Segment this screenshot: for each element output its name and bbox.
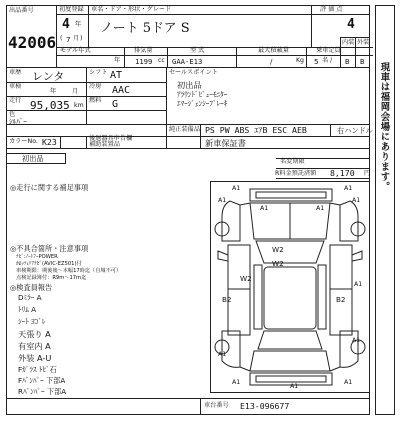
inspector-item: Rﾊﾞﾝﾊﾟｰ 下部A [18, 387, 67, 396]
reg-year-unit: 年 [75, 21, 82, 28]
shift: AT [110, 70, 123, 81]
mileage-label: 走行 [9, 97, 22, 104]
score: 4 [347, 17, 355, 32]
fuel: G [112, 99, 119, 110]
mileage-unit: km [74, 102, 84, 109]
damage-mark: B2 [222, 295, 232, 304]
first-listing-badge: 初出品 [22, 154, 44, 163]
reg-month-open: ( [60, 35, 63, 42]
capacity: 5 [314, 57, 319, 66]
chassis-label: 車台番号 [204, 402, 229, 409]
interior-grade: B [345, 57, 350, 66]
inspector-item: 有室内 A [18, 341, 51, 351]
recycle-fee-label: R料金預託済額 [275, 170, 317, 177]
model: GAA-E13 [172, 57, 203, 66]
reg-month-close: ) [80, 35, 83, 42]
max-load: / [270, 57, 273, 66]
car-name: ノート 5ドア S [100, 21, 190, 36]
car-diagram [210, 181, 370, 393]
damage-mark: A1 [344, 185, 353, 192]
ac-label: 冷房 [89, 83, 102, 90]
history: レンタ [32, 70, 65, 83]
damage-mark: A1 [260, 205, 269, 212]
inspector-item: ﾄﾘﾑ A [18, 305, 36, 314]
fuel-label: 燃料 [89, 97, 102, 104]
sales-points-label: セールスポイント [169, 69, 218, 76]
defect-line: 点検記録簿付：R9m～17m迄 [16, 275, 87, 281]
inspector-item: Fﾊﾞﾝﾊﾟｰ 下部A [18, 376, 66, 385]
exterior-label: 外装 [357, 39, 370, 46]
defect-line: 車検期限：期後後～本幅17時迄（自城不可） [16, 268, 122, 274]
model-year-unit: 年 [114, 57, 121, 64]
defect-line: ｶﾛｯﾂｪﾘｱﾅﾋﾞ(AVIC-EZ501)付 [16, 261, 82, 267]
recycle-label: 後退器具申告欄 [89, 135, 133, 142]
vi-year: 年 [50, 88, 57, 95]
inspector-item: 外装 A-U [18, 353, 52, 363]
recycle-fee: 8,170 [330, 168, 355, 178]
reg-year: 4 [62, 17, 70, 32]
location-note: 現車は福岡会場にあります。 [378, 62, 390, 192]
shift-label: シフト [89, 69, 108, 76]
reg-month: 7 [66, 35, 71, 44]
vi-month: 月 [72, 88, 79, 95]
damage-mark: A1 [344, 379, 353, 386]
damage-mark: A1 [232, 379, 241, 386]
damage-mark: A1 [290, 383, 299, 390]
displacement-unit: cc [158, 57, 165, 64]
max-load-unit: Kg [296, 57, 304, 64]
history-label: 車歴 [9, 69, 22, 76]
damage-mark: A1 [218, 197, 227, 204]
inspector-item: ｼｰﾄ ﾖｺﾞﾚ [18, 317, 46, 326]
warranty: 新車保証書 [205, 138, 246, 148]
displacement-label: 排気量 [134, 47, 153, 54]
displacement: 1199 [135, 57, 153, 66]
defect-line: ﾅﾋﾞ:ﾉｰﾄﾌｰPOWER [16, 254, 58, 260]
max-load-label: 最大積載量 [258, 47, 289, 54]
recycle-sub: 補助装置品 [89, 141, 120, 148]
equipment: PS PW ABS ｴｱB ESC AEB [205, 125, 307, 135]
interior-label: 内装 [342, 39, 355, 46]
mileage: 95,035 [30, 99, 70, 112]
inspector-label: ◎検査員報告 [10, 283, 53, 292]
inspector-item: Fｶﾞﾗｽ ﾄﾋﾞ石 [18, 365, 57, 374]
damage-mark: W2 [272, 245, 284, 254]
damage-mark: A1 [352, 197, 361, 204]
damage-mark: A1 [232, 185, 241, 192]
sales-point: 初出品 [177, 80, 202, 90]
damage-mark: A1 [218, 351, 227, 358]
color: ｼﾙﾊﾞｰ [9, 117, 27, 126]
handle: 右ハンドル [337, 126, 373, 135]
damage-mark: B2 [336, 295, 346, 304]
capacity-slash: / [330, 57, 333, 64]
chassis-number: E13-096677 [240, 401, 290, 411]
vehicle-inspection-label: 車検 [9, 83, 22, 90]
car-name-label: 車名・ドア・形状・グレード [91, 6, 172, 13]
lot-no-label: 出品番号 [9, 7, 34, 14]
running-notes-label: ◎走行に関する補足事項 [10, 183, 89, 192]
damage-mark: W2 [240, 274, 252, 283]
damage-mark: W2 [272, 259, 284, 268]
capacity-unit: 名 [322, 57, 329, 64]
damage-mark: A1 [352, 337, 361, 344]
reg-month-unit: 月 [73, 35, 80, 42]
sales-point: ｴﾏｰｼﾞｪﾝｼｰﾌﾞﾚｰｷ [177, 99, 228, 108]
damage-mark: A1 [354, 281, 363, 288]
inspector-item: 天張り A [18, 329, 51, 339]
model-label: 型 式 [190, 47, 205, 54]
capacity-label: 乗車定員 [316, 47, 341, 54]
equipment-label: 純正装備品 [169, 126, 200, 133]
lot-no: 42006 [8, 33, 57, 52]
inspector-item: Dﾐﾗｰ A [18, 293, 42, 302]
ac: AAC [112, 85, 131, 96]
plate-label: 名変期限 [280, 158, 305, 165]
score-label: 評 価 点 [320, 6, 343, 13]
color-no: K23 [42, 137, 57, 147]
color-no-label: カラーNo. [9, 138, 38, 145]
model-year-label: モデル年式 [60, 47, 91, 54]
reg-year-label: 初度登録 [59, 6, 84, 13]
recycle-fee-unit: 円 [364, 170, 371, 177]
color-label: 色 [9, 111, 16, 118]
sales-point: ｱﾗｳﾝﾄﾞﾋﾞｭｰﾓﾆﾀｰ [177, 90, 228, 99]
defects-label: ◎不具合箇所・注意事項 [10, 244, 89, 253]
damage-mark: A1 [316, 205, 325, 212]
exterior-grade: B [360, 57, 365, 66]
